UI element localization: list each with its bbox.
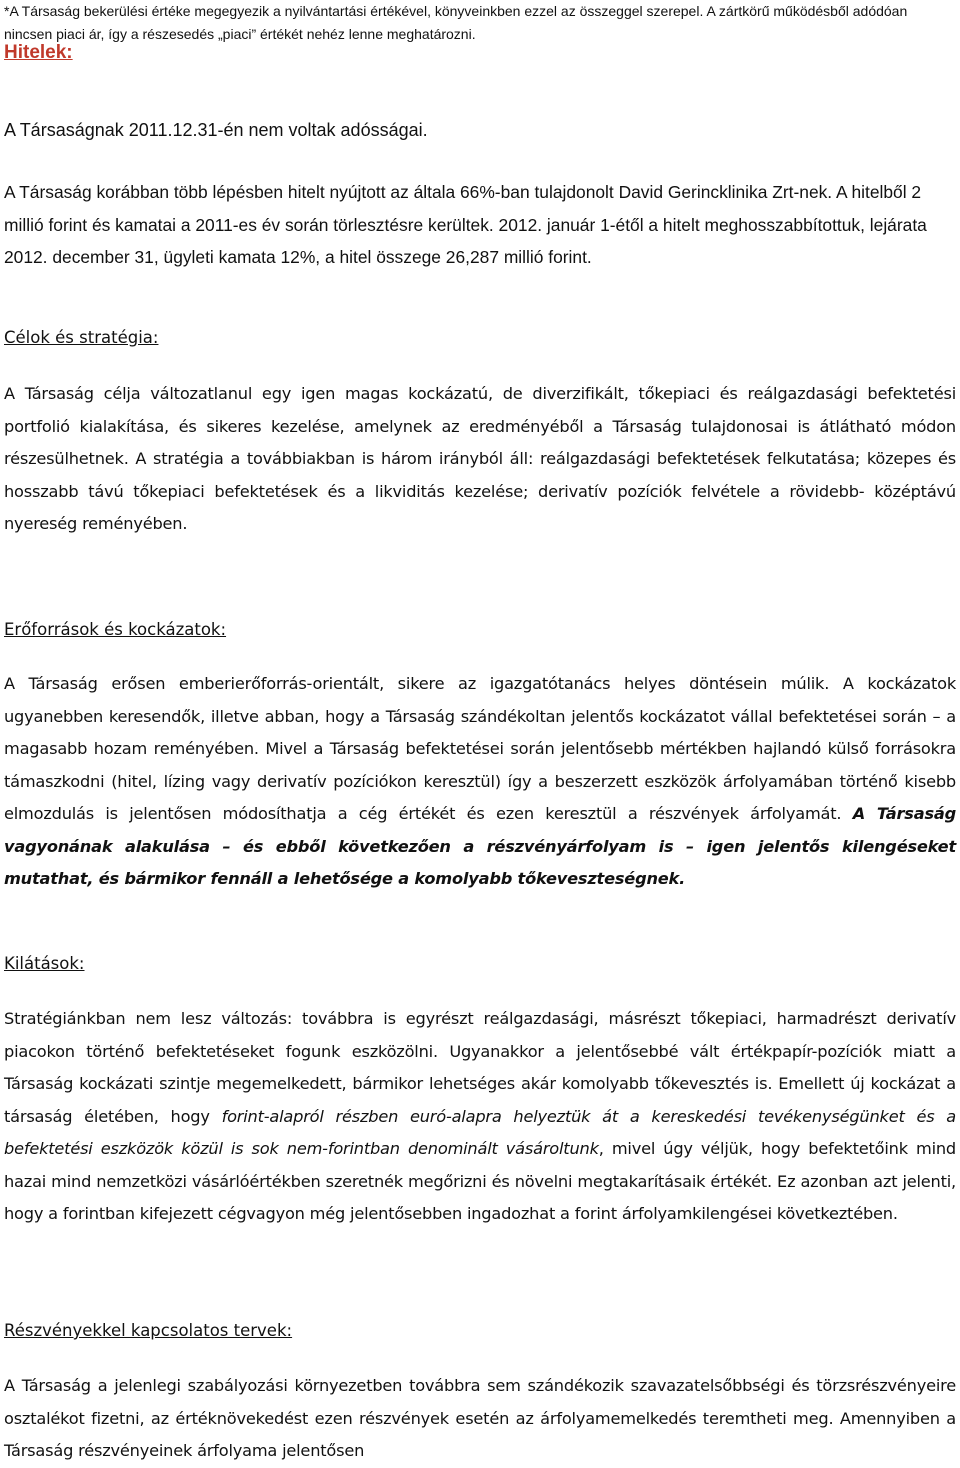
reszvenyek-heading: Részvényekkel kapcsolatos tervek:: [4, 1321, 293, 1340]
footnote: *A Társaság bekerülési értéke megegyezik a nyilvántartási értékével, könyveinkben ezzel az összeggel szerepel. A zártkörű működésből adódóan nincsen piaci ár, így a részesedés „piaci” értékét nehéz lenne meghatározni.: [4, 3, 908, 42]
kilatasok-text-a: Stratégiánkban nem lesz változás: továbbra is egyrészt reálgazdasági, másrészt tőkepiaci, harmadrészt derivatív piacokon történő befektetéseket fogunk eszközölni. Ugyanakkor a jelentősebbé vált értékpapír-pozíciók miatt a Társaság kockázati szintje megemelkedett, bármikor lehetséges akár komolyabb tőkevesztés is. Emellett új kockázat a társaság életében, hogy: [4, 1009, 956, 1126]
hitelek-paragraph-2: A Társaság korábban több lépésben hitelt nyújtott az általa 66%-ban tulajdonolt David Gerincklinika Zrt-nek. A hitelből 2 millió forint és kamatai a 2011-es év során törlesztésre kerültek. 2012. január 1-étől a hitelt meghosszabbítottuk, lejárata 2012. december 31, ügyleti kamata 12%, a hitel összege 26,287 millió forint.: [4, 182, 927, 267]
eroforrasok-text-plain: A Társaság erősen emberierőforrás-orientált, sikere az igazgatótanács helyes döntésein múlik. A kockázatok ugyanebben keresendők, illetve abban, hogy a Társaság szándékoltan jelentős kockázatot vállal befektetései során – a magasabb hozam reményében. Mivel a Társaság befektetései során jelentősebb mértékben hajlandó külső forrásokra támaszkodni (hitel, lízing vagy derivatív pozíciókon keresztül) így a beszerzett eszközök árfolyamában történő kisebb elmozdulás is jelentősen módosíthatja a cég értékét és ezen keresztül a részvények árfolyamát.: [4, 674, 956, 823]
hitelek-heading: Hitelek:: [4, 42, 73, 63]
kilatasok-heading: Kilátások:: [4, 954, 85, 973]
eroforrasok-paragraph: [4, 668, 956, 896]
celok-heading: Célok és stratégia:: [4, 328, 159, 347]
eroforrasok-heading: Erőforrások és kockázatok:: [4, 620, 227, 639]
hitelek-paragraph-1: A Társaságnak 2011.12.31-én nem voltak adósságai.: [4, 120, 428, 140]
celok-paragraph: A Társaság célja változatlanul egy igen magas kockázatú, de diverzifikált, tőkepiaci és reálgazdasági befektetési portfolió kialakítása, és sikeres kezelése, amelynek az eredményéből a Társaság tulajdonosai is átlátható módon részesülhetnek. A stratégia a továbbiakban is három irányból áll: reálgazdasági befektetések felkutatása; közepes és hosszabb távú tőkepiaci befektetések és a likviditás kezelése; derivatív pozíciók felvétele a rövidebb- középtávú nyereség reményében.: [4, 384, 956, 533]
reszvenyek-paragraph: A Társaság a jelenlegi szabályozási környezetben továbbra sem szándékozik szavazatelsőbbségi és törzsrészvényeire osztalékot fizetni, az értéknövekedést ezen részvények esetén az árfolyamemelkedés teremtheti meg. Amennyiben a Társaság részvényeinek árfolyama jelentősen: [4, 1376, 956, 1460]
kilatasok-paragraph: [4, 1003, 956, 1231]
eroforrasok-text-emphasis: A Társaság vagyonának alakulása – és ebből következően a részvényárfolyam is – igen jelentős kilengéseket mutathat, és bármikor fennáll a lehetősége a komolyabb tőkeveszteségnek.: [4, 804, 956, 888]
kilatasok-text-b: , mivel úgy véljük, hogy befektetőink mind hazai mind nemzetközi vásárlóértékben szeretnék megőrizni és növelni megtakarításaik értékét. Ez azonban azt jelenti, hogy a forintban kifejezett cégvagyon még jelentősebben ingadozhat a forint árfolyamkilengései következtében.: [4, 1139, 956, 1223]
kilatasok-text-italic: forint-alapról részben euró-alapra helyeztük át a kereskedési tevékenységünket és a befektetési eszközök közül is sok nem-forintban denominált vásároltunk: [4, 1106, 957, 1158]
